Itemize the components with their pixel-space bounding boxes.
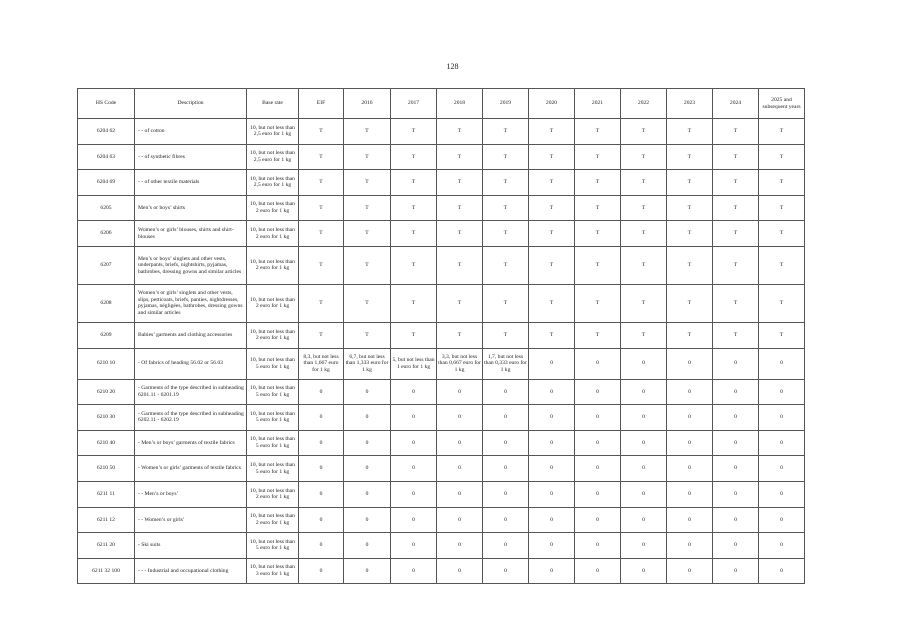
hs-code-cell: 6208 bbox=[78, 284, 135, 322]
rate-cell: 0 bbox=[344, 379, 391, 405]
rate-cell: 0 bbox=[437, 507, 483, 533]
table-row bbox=[78, 195, 805, 221]
rate-cell: 0 bbox=[621, 456, 667, 482]
rate-cell: 0 bbox=[759, 379, 805, 405]
rate-cell: 0 bbox=[759, 348, 805, 379]
rate-cell: T bbox=[759, 246, 805, 284]
header-cell: 2021 bbox=[575, 89, 621, 119]
rate-cell: T bbox=[299, 246, 344, 284]
rate-cell: T bbox=[391, 119, 437, 145]
rate-cell: 0 bbox=[483, 430, 529, 456]
rate-cell: T bbox=[759, 144, 805, 170]
rate-cell: 0 bbox=[713, 348, 759, 379]
rate-cell: 0 bbox=[621, 379, 667, 405]
rate-cell: T bbox=[529, 322, 575, 348]
rate-cell: 0 bbox=[391, 379, 437, 405]
rate-cell: 0 bbox=[529, 558, 575, 584]
description-cell: - Men’s or boys’ garments of textile fabrics bbox=[135, 430, 247, 456]
rate-cell: T bbox=[299, 144, 344, 170]
rate-cell: 0 bbox=[759, 507, 805, 533]
rate-cell: 0 bbox=[529, 481, 575, 507]
rate-cell: T bbox=[667, 144, 713, 170]
rate-cell: 0 bbox=[621, 533, 667, 559]
rate-cell: 0 bbox=[437, 481, 483, 507]
rate-cell: T bbox=[575, 221, 621, 247]
rate-cell: T bbox=[344, 170, 391, 196]
rate-cell: T bbox=[667, 170, 713, 196]
rate-cell: T bbox=[344, 322, 391, 348]
rate-cell: T bbox=[529, 246, 575, 284]
rate-cell: 0 bbox=[759, 481, 805, 507]
rate-cell: 0 bbox=[529, 456, 575, 482]
rate-cell: 6,7, but not less than 1,333 euro for 1 kg bbox=[344, 348, 391, 379]
rate-cell: T bbox=[483, 246, 529, 284]
rate-cell: T bbox=[575, 246, 621, 284]
rate-cell: 0 bbox=[299, 507, 344, 533]
rate-cell: T bbox=[437, 221, 483, 247]
rate-cell: T bbox=[437, 246, 483, 284]
rate-cell: T bbox=[667, 322, 713, 348]
hs-code-cell: 6209 bbox=[78, 322, 135, 348]
rate-cell: T bbox=[621, 170, 667, 196]
rate-cell: T bbox=[621, 119, 667, 145]
rate-cell: 0 bbox=[529, 348, 575, 379]
rate-cell: T bbox=[713, 246, 759, 284]
rate-cell: T bbox=[667, 119, 713, 145]
hs-code-cell: 6211 32 100 bbox=[78, 558, 135, 584]
rate-cell: T bbox=[759, 195, 805, 221]
hs-code-cell: 6204 69 bbox=[78, 170, 135, 196]
hs-code-cell: 6210 50 bbox=[78, 456, 135, 482]
header-cell: Description bbox=[135, 89, 247, 119]
table-row bbox=[78, 322, 805, 348]
description-cell: Babies’ garments and clothing accessories bbox=[135, 322, 247, 348]
description-cell: Men’s or boys’ singlets and other vests, underpants, briefs, nightshirts, pyjamas, bathrobes, dressing gowns and similar articles bbox=[135, 246, 247, 284]
rate-cell: 0 bbox=[529, 430, 575, 456]
rate-cell: T bbox=[529, 195, 575, 221]
base-rate-cell: 10, but not less than 5 euro for 1 kg bbox=[247, 533, 299, 559]
header-cell: 2017 bbox=[391, 89, 437, 119]
rate-cell: 0 bbox=[713, 430, 759, 456]
rate-cell: 0 bbox=[391, 507, 437, 533]
rate-cell: T bbox=[437, 322, 483, 348]
hs-code-cell: 6210 10 bbox=[78, 348, 135, 379]
rate-cell: 8,3, but not less than 1,667 euro for 1 kg bbox=[299, 348, 344, 379]
rate-cell: 0 bbox=[529, 533, 575, 559]
header-cell: 2020 bbox=[529, 89, 575, 119]
base-rate-cell: 10, but not less than 5 euro for 1 kg bbox=[247, 348, 299, 379]
rate-cell: 0 bbox=[713, 456, 759, 482]
rate-cell: T bbox=[483, 170, 529, 196]
rate-cell: 0 bbox=[667, 430, 713, 456]
rate-cell: 0 bbox=[391, 456, 437, 482]
rate-cell: T bbox=[483, 221, 529, 247]
rate-cell: T bbox=[391, 144, 437, 170]
rate-cell: 0 bbox=[621, 558, 667, 584]
table-row bbox=[78, 507, 805, 533]
rate-cell: 0 bbox=[621, 507, 667, 533]
table-row bbox=[78, 533, 805, 559]
rate-cell: 0 bbox=[437, 405, 483, 431]
rate-cell: 0 bbox=[299, 430, 344, 456]
rate-cell: T bbox=[391, 246, 437, 284]
rate-cell: 0 bbox=[759, 456, 805, 482]
hs-code-cell: 6205 bbox=[78, 195, 135, 221]
rate-cell: T bbox=[344, 246, 391, 284]
rate-cell: 0 bbox=[344, 481, 391, 507]
rate-cell: 0 bbox=[344, 405, 391, 431]
hs-code-cell: 6211 12 bbox=[78, 507, 135, 533]
table-row bbox=[78, 246, 805, 284]
rate-cell: T bbox=[667, 195, 713, 221]
rate-cell: 3,3, but not less than 0,667 euro for 1 kg bbox=[437, 348, 483, 379]
rate-cell: T bbox=[713, 195, 759, 221]
base-rate-cell: 10, but not less than 2 euro for 1 kg bbox=[247, 481, 299, 507]
rate-cell: 0 bbox=[621, 405, 667, 431]
rate-cell: T bbox=[344, 119, 391, 145]
rate-cell: 0 bbox=[299, 533, 344, 559]
table-row bbox=[78, 430, 805, 456]
header-cell: HS Code bbox=[78, 89, 135, 119]
description-cell: - - of cotton bbox=[135, 119, 247, 145]
rate-cell: T bbox=[759, 221, 805, 247]
rate-cell: 0 bbox=[299, 379, 344, 405]
rate-cell: T bbox=[667, 284, 713, 322]
rate-cell: T bbox=[299, 119, 344, 145]
rate-cell: 0 bbox=[621, 348, 667, 379]
base-rate-cell: 10, but not less than 2,5 euro for 1 kg bbox=[247, 170, 299, 196]
rate-cell: T bbox=[529, 221, 575, 247]
rate-cell: 0 bbox=[483, 405, 529, 431]
rate-cell: T bbox=[621, 144, 667, 170]
rate-cell: 0 bbox=[667, 456, 713, 482]
table-row bbox=[78, 284, 805, 322]
rate-cell: T bbox=[575, 284, 621, 322]
rate-cell: T bbox=[621, 195, 667, 221]
rate-cell: 0 bbox=[299, 405, 344, 431]
rate-cell: T bbox=[575, 170, 621, 196]
table-row bbox=[78, 405, 805, 431]
rate-cell: 0 bbox=[575, 533, 621, 559]
rate-cell: T bbox=[621, 246, 667, 284]
rate-cell: 0 bbox=[529, 379, 575, 405]
rate-cell: 0 bbox=[575, 456, 621, 482]
header-cell: 2022 bbox=[621, 89, 667, 119]
hs-code-cell: 6210 20 bbox=[78, 379, 135, 405]
description-cell: - - of other textile materials bbox=[135, 170, 247, 196]
rate-cell: 0 bbox=[483, 481, 529, 507]
rate-cell: 0 bbox=[713, 405, 759, 431]
rate-cell: 0 bbox=[483, 507, 529, 533]
rate-cell: T bbox=[437, 170, 483, 196]
rate-cell: T bbox=[344, 195, 391, 221]
base-rate-cell: 10, but not less than 2,5 euro for 1 kg bbox=[247, 119, 299, 145]
rate-cell: 0 bbox=[667, 379, 713, 405]
rate-cell: T bbox=[713, 284, 759, 322]
rate-cell: T bbox=[575, 195, 621, 221]
rate-cell: T bbox=[344, 144, 391, 170]
rate-cell: 0 bbox=[529, 507, 575, 533]
rate-cell: T bbox=[483, 284, 529, 322]
description-cell: - - of synthetic fibres bbox=[135, 144, 247, 170]
rate-cell: 5, but not less than 1 euro for 1 kg bbox=[391, 348, 437, 379]
rate-cell: T bbox=[483, 119, 529, 145]
hs-code-cell: 6204 62 bbox=[78, 119, 135, 145]
hs-code-cell: 6210 40 bbox=[78, 430, 135, 456]
rate-cell: 0 bbox=[713, 379, 759, 405]
rate-cell: T bbox=[621, 322, 667, 348]
rate-cell: 0 bbox=[759, 430, 805, 456]
base-rate-cell: 10, but not less than 3 euro for 1 kg bbox=[247, 558, 299, 584]
rate-cell: 0 bbox=[437, 558, 483, 584]
hs-code-cell: 6211 20 bbox=[78, 533, 135, 559]
rate-cell: 0 bbox=[575, 558, 621, 584]
table-row bbox=[78, 558, 805, 584]
description-cell: - Garments of the type described in subheading 6202.11 - 6202.19 bbox=[135, 405, 247, 431]
rate-cell: 0 bbox=[391, 533, 437, 559]
rate-cell: 0 bbox=[344, 456, 391, 482]
rate-cell: T bbox=[713, 322, 759, 348]
rate-cell: T bbox=[299, 195, 344, 221]
rate-cell: T bbox=[575, 119, 621, 145]
rate-cell: 0 bbox=[667, 348, 713, 379]
rate-cell: T bbox=[759, 284, 805, 322]
base-rate-cell: 10, but not less than 2 euro for 1 kg bbox=[247, 221, 299, 247]
rate-cell: 0 bbox=[759, 533, 805, 559]
hs-code-cell: 6206 bbox=[78, 221, 135, 247]
rate-cell: T bbox=[299, 322, 344, 348]
description-cell: - Ski suits bbox=[135, 533, 247, 559]
description-cell: - Women’s or girls’ garments of textile fabrics bbox=[135, 456, 247, 482]
rate-cell: T bbox=[483, 322, 529, 348]
rate-cell: 0 bbox=[391, 430, 437, 456]
rate-cell: 0 bbox=[667, 507, 713, 533]
rate-cell: 0 bbox=[299, 558, 344, 584]
rate-cell: 0 bbox=[621, 430, 667, 456]
table-row bbox=[78, 379, 805, 405]
rate-cell: 0 bbox=[713, 481, 759, 507]
hs-code-cell: 6204 63 bbox=[78, 144, 135, 170]
rate-cell: 0 bbox=[713, 558, 759, 584]
rate-cell: 0 bbox=[344, 430, 391, 456]
rate-cell: T bbox=[667, 246, 713, 284]
rate-cell: T bbox=[299, 170, 344, 196]
table-row bbox=[78, 456, 805, 482]
rate-cell: T bbox=[759, 322, 805, 348]
base-rate-cell: 10, but not less than 5 euro for 1 kg bbox=[247, 379, 299, 405]
header-row bbox=[78, 89, 805, 119]
rate-cell: 0 bbox=[344, 533, 391, 559]
rate-cell: T bbox=[391, 221, 437, 247]
description-cell: - Garments of the type described in subheading 6201.11 - 6201.19 bbox=[135, 379, 247, 405]
base-rate-cell: 10, but not less than 2,5 euro for 1 kg bbox=[247, 144, 299, 170]
description-cell: - - Men’s or boys’ bbox=[135, 481, 247, 507]
table-row bbox=[78, 170, 805, 196]
rate-cell: 0 bbox=[391, 558, 437, 584]
rate-cell: 0 bbox=[437, 533, 483, 559]
rate-cell: 0 bbox=[437, 379, 483, 405]
rate-cell: T bbox=[529, 284, 575, 322]
rate-cell: T bbox=[437, 144, 483, 170]
base-rate-cell: 10, but not less than 2 euro for 1 kg bbox=[247, 322, 299, 348]
rate-cell: 0 bbox=[437, 430, 483, 456]
rate-cell: T bbox=[483, 144, 529, 170]
rate-cell: 0 bbox=[529, 405, 575, 431]
rate-cell: T bbox=[621, 284, 667, 322]
table-row bbox=[78, 119, 805, 145]
rate-cell: T bbox=[529, 119, 575, 145]
rate-cell: T bbox=[391, 284, 437, 322]
rate-cell: 0 bbox=[575, 430, 621, 456]
rate-cell: 0 bbox=[759, 558, 805, 584]
rate-cell: 0 bbox=[759, 405, 805, 431]
rate-cell: T bbox=[713, 144, 759, 170]
rate-cell: T bbox=[713, 221, 759, 247]
rate-cell: T bbox=[299, 284, 344, 322]
rate-cell: 0 bbox=[391, 481, 437, 507]
rate-cell: 0 bbox=[667, 481, 713, 507]
rate-cell: T bbox=[667, 221, 713, 247]
base-rate-cell: 10, but not less than 2 euro for 1 kg bbox=[247, 195, 299, 221]
header-cell: 2018 bbox=[437, 89, 483, 119]
header-cell: 2023 bbox=[667, 89, 713, 119]
rate-cell: 0 bbox=[344, 558, 391, 584]
page-number: 128 bbox=[446, 62, 459, 71]
rate-cell: 0 bbox=[483, 558, 529, 584]
rate-cell: 0 bbox=[621, 481, 667, 507]
rate-cell: T bbox=[391, 195, 437, 221]
description-cell: - - - Industrial and occupational clothing bbox=[135, 558, 247, 584]
description-cell: - Of fabrics of heading 56.02 or 56.03 bbox=[135, 348, 247, 379]
rate-cell: T bbox=[344, 221, 391, 247]
rate-cell: 0 bbox=[713, 507, 759, 533]
rate-cell: T bbox=[437, 195, 483, 221]
rate-cell: 0 bbox=[299, 456, 344, 482]
rate-cell: 0 bbox=[575, 405, 621, 431]
rate-cell: T bbox=[759, 119, 805, 145]
rate-cell: 0 bbox=[667, 405, 713, 431]
rate-cell: 0 bbox=[391, 405, 437, 431]
rate-cell: 1,7, but not less than 0,333 euro for 1 kg bbox=[483, 348, 529, 379]
rate-cell: 0 bbox=[483, 456, 529, 482]
header-cell: EIF bbox=[299, 89, 344, 119]
table-row bbox=[78, 481, 805, 507]
hs-code-cell: 6207 bbox=[78, 246, 135, 284]
rate-cell: T bbox=[759, 170, 805, 196]
rate-cell: T bbox=[299, 221, 344, 247]
description-cell: Women’s or girls’ singlets and other vests, slips, petticoats, briefs, panties, nightdresses, pyjamas, négligées, bathrobes, dressing gowns and similar articles bbox=[135, 284, 247, 322]
rate-cell: 0 bbox=[667, 558, 713, 584]
rate-cell: 0 bbox=[575, 507, 621, 533]
base-rate-cell: 10, but not less than 5 euro for 1 kg bbox=[247, 405, 299, 431]
rate-cell: T bbox=[575, 144, 621, 170]
description-cell: - - Women’s or girls’ bbox=[135, 507, 247, 533]
header-cell: 2016 bbox=[344, 89, 391, 119]
header-cell: 2019 bbox=[483, 89, 529, 119]
rate-cell: 0 bbox=[575, 348, 621, 379]
table-row bbox=[78, 221, 805, 247]
description-cell: Men’s or boys’ shirts bbox=[135, 195, 247, 221]
base-rate-cell: 10, but not less than 5 euro for 1 kg bbox=[247, 456, 299, 482]
description-cell: Women’s or girls’ blouses, shirts and shirt-blouses bbox=[135, 221, 247, 247]
rate-cell: 0 bbox=[483, 533, 529, 559]
rate-cell: 0 bbox=[299, 481, 344, 507]
base-rate-cell: 10, but not less than 2 euro for 1 kg bbox=[247, 284, 299, 322]
rate-cell: T bbox=[437, 284, 483, 322]
rate-cell: 0 bbox=[575, 379, 621, 405]
rate-cell: T bbox=[575, 322, 621, 348]
table-row bbox=[78, 144, 805, 170]
hs-code-cell: 6211 11 bbox=[78, 481, 135, 507]
rate-cell: 0 bbox=[713, 533, 759, 559]
rate-cell: T bbox=[483, 195, 529, 221]
rate-cell: 0 bbox=[667, 533, 713, 559]
rate-cell: T bbox=[529, 144, 575, 170]
tariff-schedule-table bbox=[77, 88, 805, 584]
base-rate-cell: 10, but not less than 2 euro for 1 kg bbox=[247, 507, 299, 533]
rate-cell: T bbox=[437, 119, 483, 145]
rate-cell: T bbox=[344, 284, 391, 322]
base-rate-cell: 10, but not less than 2 euro for 1 kg bbox=[247, 246, 299, 284]
rate-cell: 0 bbox=[437, 456, 483, 482]
rate-cell: T bbox=[391, 170, 437, 196]
header-cell: 2024 bbox=[713, 89, 759, 119]
rate-cell: 0 bbox=[575, 481, 621, 507]
rate-cell: T bbox=[529, 170, 575, 196]
header-cell: Base rate bbox=[247, 89, 299, 119]
rate-cell: T bbox=[713, 170, 759, 196]
rate-cell: T bbox=[713, 119, 759, 145]
rate-cell: T bbox=[621, 221, 667, 247]
hs-code-cell: 6210 30 bbox=[78, 405, 135, 431]
rate-cell: 0 bbox=[483, 379, 529, 405]
rate-cell: T bbox=[391, 322, 437, 348]
base-rate-cell: 10, but not less than 5 euro for 1 kg bbox=[247, 430, 299, 456]
table-row bbox=[78, 348, 805, 379]
header-cell: 2025 and subsequent years bbox=[759, 89, 805, 119]
rate-cell: 0 bbox=[344, 507, 391, 533]
